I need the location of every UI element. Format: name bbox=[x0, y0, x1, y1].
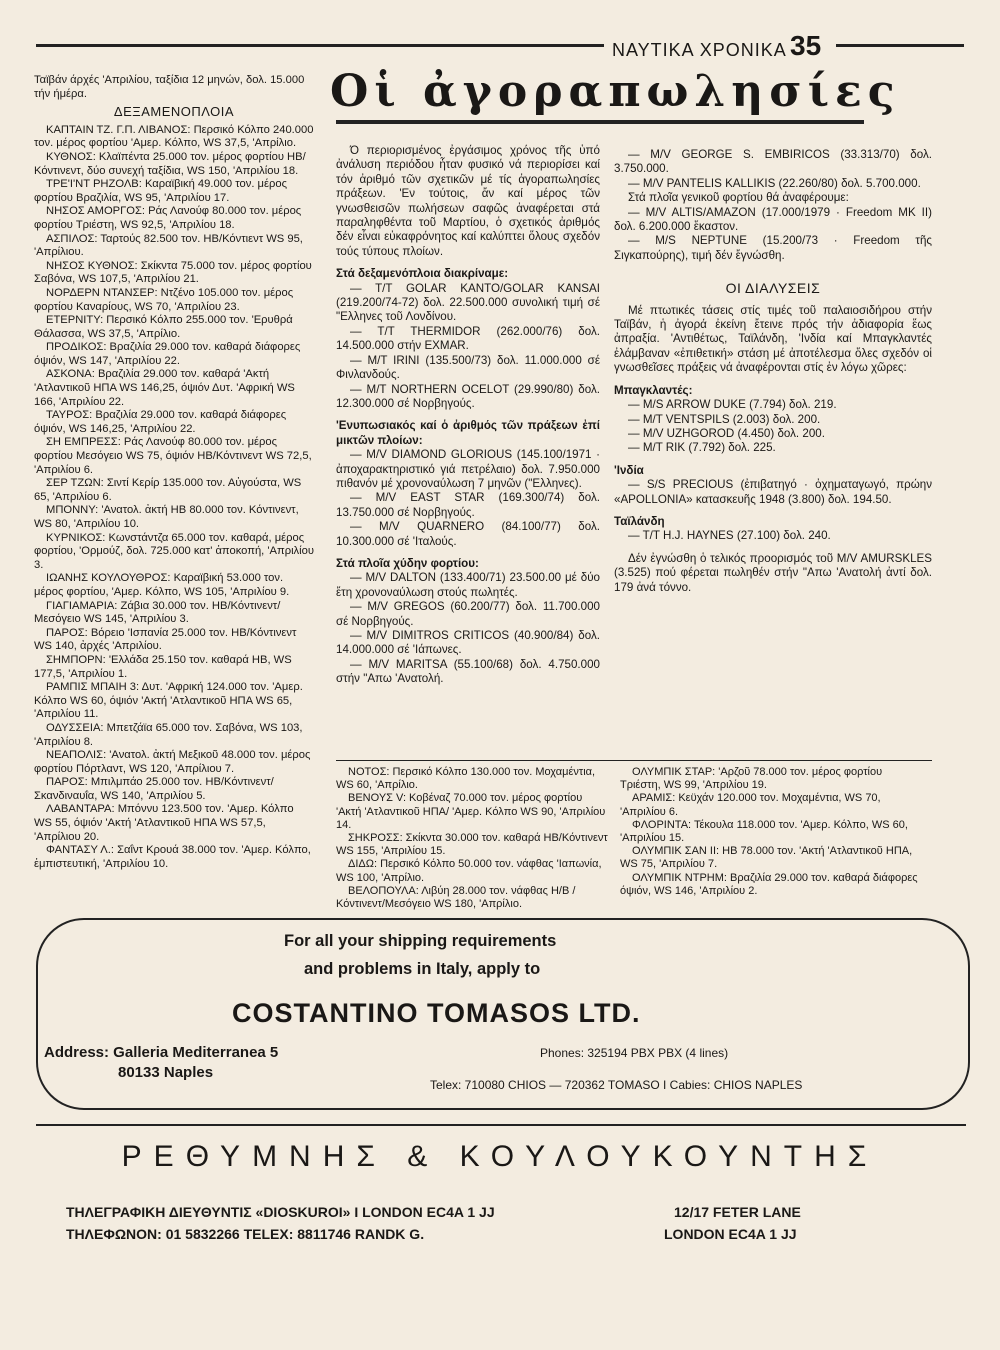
fixture-entry: ΝΗΣΟΣ ΑΜΟΡΓΟΣ: Ράς Λανούφ 80.000 τον. μέρος φορτίου Τριέστη, WS 92,5, 'Απριλίου 18. bbox=[34, 205, 302, 231]
lower-left-fixtures bbox=[336, 766, 608, 911]
fixture-entry: ΔΙΔΩ: Περσικό Κόλπο 50.000 τον. νάφθας 'Ιαπωνία, WS 100, 'Απρίλιο. bbox=[336, 858, 602, 884]
advert-address-1: Address: Galleria Mediterranea 5 bbox=[44, 1044, 279, 1061]
fixture-entry: ΣΗ ΕΜΠΡΕΣΣ: Ράς Λανούφ 80.000 τον. μέρος φορτίου Μεσόγειο WS 75, όψιόν ΗΒ/Κόντινεντ WS 72,5, 'Απριλίου 6. bbox=[34, 436, 312, 476]
bulk-sale-entry: — M/V DALTON (133.400/71) 23.500.00 μέ δύο ἔτη χρονοναύλωση στούς πωλητές. bbox=[336, 571, 600, 599]
thailand-heading: Ταϊλάνδη bbox=[614, 514, 665, 528]
demolition-entry: — M/T VENTSPILS (2.003) δολ. 200. bbox=[628, 412, 821, 426]
fixture-entry: ΣΕΡ ΤΖΩΝ: Σιντί Κερίρ 135.000 τον. Αὐγούστα, WS 65, 'Απριλίου 6. bbox=[34, 477, 302, 503]
fixture-entry: ΤΑΥΡΟΣ: Βραζιλία 29.000 τον. καθαρά διάφορες όψιόν, WS 146,25, 'Απριλίου 22. bbox=[34, 409, 287, 435]
column-intro: Ταϊβάν άρχές 'Απριλίου, ταξίδια 12 μηνών, δολ. 15.000 τήν ήμέρα. bbox=[34, 74, 305, 100]
bulk-sales-list bbox=[336, 571, 600, 686]
tanker-sale-entry: — T/T THERMIDOR (262.000/76) δολ. 14.500.000 στήν EXMAR. bbox=[336, 324, 600, 353]
fixture-entry: ΝΗΣΟΣ ΚΥΘΝΟΣ: Σκίκντα 75.000 τον. μέρος φορτίου Σαβόνα, WS 107,5, 'Απριλίου 21. bbox=[34, 259, 312, 286]
demolition-entry: — M/T RIK (7.792) δολ. 225. bbox=[628, 441, 776, 455]
fixture-entry: ΚΥΘΝΟΣ: Κλαϊπέντα 25.000 τον. μέρος φορτίου ΗΒ/Κόντινεντ, δύο συνεχή ταξίδια, WS 150, 'Απριλίου 18. bbox=[34, 150, 306, 177]
fixture-entry: ΟΛΥΜΠΙΚ ΣΑΝ ΙΙ: ΗΒ 78.000 τον. 'Ακτή 'Ατλαντικοῦ ΗΠΑ, WS 75, 'Απριλίου 7. bbox=[620, 845, 913, 871]
tankers-heading: ΔΕΞΑΜΕΝΟΠΛΟΙΑ bbox=[113, 104, 235, 120]
thailand-list bbox=[614, 529, 932, 543]
tankers-sales-list bbox=[336, 282, 600, 412]
article-title: Οἱ ἀγοραπωλησίες bbox=[330, 66, 901, 117]
section-title: ΝΑΥΤΙΚΑ ΧΡΟΝΙΚΑ bbox=[612, 40, 787, 60]
demolition-entry: — T/T H.J. HAYNES (27.100) δολ. 240. bbox=[628, 529, 831, 543]
fixture-entry: ΚΑΠΤΑΙΝ ΤΖ. Γ.Π. ΛΙΒΑΝΟΣ: Περσικό Κόλπο 240.000 τον. μέρος φορτίου 'Αμερ. Κόλπο, WS 37,5, 'Απρίλιο. bbox=[34, 123, 314, 150]
closing-paragraph: Δέν ἐγνώσθη ὁ τελικός προορισμός τοῦ M/V AMURSKLES (3.525) πού φέρεται πωληθέν στήν "Απω 'Ανατολή ἀντί δολ. 179 ἀνά τόννο. bbox=[614, 551, 932, 594]
general-cargo-subheading: Στά πλοῖα γενικοῦ φορτίου θά ἀναφέρουμε: bbox=[628, 191, 849, 205]
advert-line-1: For all your shipping requirements bbox=[284, 932, 557, 950]
demolition-column bbox=[614, 148, 932, 595]
mixed-subheading: 'Ενυπωσιακός καί ὁ ἀριθμός τῶν πράξεων ἐπί μικτῶν πλοίων: bbox=[336, 419, 600, 447]
demolition-paragraph: Μέ πτωτικές τάσεις στίς τιμές τοῦ παλαιοσιδήρου στήν Ταϊβάν, ἡ ἀγορά ἐκείνη ἔτεινε πρός τήν ἀδιαφορία ἕως ἀπραξία. 'Αντιθέτως, Ταϊλάνδη, 'Ινδία καί Μπαγκλαντές ἐλάμβαναν «ἐπιθετική» στάση μέ ἀποτέλεσμα ὅλες σχεδόν οἱ γνωσθεῖσες πράξεις νά ἀναφέρονται στίς ἐν λόγω χῶρες: bbox=[614, 303, 932, 375]
fixture-entry: ΒΕΛΟΠΟΥΛΑ: Λιβύη 28.000 τον. νάφθας Η/Β /Κόντινεντ/Μεσόγειο WS 180, 'Απρίλιο. bbox=[336, 884, 576, 911]
fixture-entry: ΛΑΒΑΝΤΑΡΑ: Μπόννυ 123.500 τον. 'Αμερ. Κόλπο WS 55, όψιόν 'Ακτή 'Ατλαντικοῦ ΗΠΑ WS 57,5, 'Απρίλιου 20. bbox=[34, 803, 294, 843]
fixture-entry: ΟΔΥΣΣΕΙΑ: Μπετζάϊα 65.000 τον. Σαβόνα, WS 103, 'Απριλίου 8. bbox=[34, 721, 303, 748]
fixture-list bbox=[34, 124, 314, 872]
demolition-entry: — M/V UZHGOROD (4.450) δολ. 200. bbox=[628, 426, 825, 440]
fixture-entry: ΝΟΡΔΕΡΝ ΝΤΑΝΣΕΡ: Ντζένο 105.000 τον. μέρος φορτίου Καναρίους, WS 70, 'Απριλίου 23. bbox=[34, 286, 294, 313]
general-cargo-entry: — M/S NEPTUNE (15.200/73 · Freedom τῆς Σιγκαπούρης), τιμή δέν ἔγνώσθη. bbox=[614, 234, 932, 262]
mixed-sale-entry: — M/V DIAMOND GLORIOUS (145.100/1971 · ἀποχαρακτηριστικό γιά πετρέλαιο) δολ. 7.950.000 πιθανόν μέ χρονοναύλωση 7 μηνῶν ("Ελληνες). bbox=[336, 448, 600, 490]
lower-right-fixtures bbox=[620, 766, 920, 898]
sales-intro-paragraph: Ό περιορισμένος ἐργάσιμος χρόνος τῆς ὑπό ἀνάλυση περιόδου ἦταν φυσικό νά περιορίσει καί τόν ἀριθμό τῶν σχετικῶν μέ τίς ἀγοραπωλησίες πράξεων. 'Εν τούτοις, ἄν καί μέρος τῶν γνωσθεισῶν πωλήσεων σαφῶς ἀναφέρεται στά παραληφθέντα τοῦ Μαρτίου, ὁ σχετικός ἀριθμός δέν εἶναι εὐκαφρόνητος καί καλύπτει ὅλους σχεδόν τούς τύπους πλοίων. bbox=[336, 144, 600, 258]
fixture-entry: ΠΑΡΟΣ: Μπιλμπάο 25.000 τον. ΗΒ/Κόντινεντ/Σκανδιναυΐα, WS 140, 'Απριλίου 5. bbox=[34, 776, 274, 802]
fixture-entry: ΙΩΑΝΗΣ ΚΟΥΛΟΥΘΡΟΣ: Καραϊβική 53.000 τον. μέρος φορτίου, 'Αμερ. Κόλπο, WS 105, 'Απριλίου 9. bbox=[34, 572, 290, 598]
footer-company-name: ΡΕΘΥΜΝΗΣ & ΚΟΥΛΟΥΚΟΥΝΤΗΣ bbox=[121, 1140, 879, 1173]
mixed-sale-entry: — M/V EAST STAR (169.300/74) δολ. 13.750.000 σέ Νορβηγούς. bbox=[336, 491, 600, 519]
fixture-entry: ΑΡΑΜΙΣ: Κεϋχάν 120.000 τον. Μοχαμέντια, WS 70, 'Απριλίου 6. bbox=[620, 792, 881, 818]
fixture-entry: ΡΑΜΠΙΣ ΜΠΑΙΗ 3: Δυτ. 'Αφρική 124.000 τον. 'Αμερ. Κόλπο WS 60, όψιόν 'Ακτή 'Ατλαντικοῦ ΗΠΑ WS 65, 'Απριλίου 11. bbox=[34, 681, 303, 721]
fixture-entry: ΒΕΝΟΥΣ V: Κοβέναζ 70.000 τον. μέρος φορτίου 'Ακτή 'Ατλαντικοῦ ΗΠΑ/ 'Αμερ. Κόλπο WS 90, 'Απριλίου 14. bbox=[336, 792, 606, 831]
fixture-entry: ΑΣΚΟΝΑ: Βραζιλία 29.000 τον. καθαρά 'Ακτή 'Ατλαντικοῦ ΗΠΑ WS 146,25, όψιόν Δυτ. 'Αφρική WS 166, 'Απριλίου 22. bbox=[34, 368, 295, 408]
advert-phones: Phones: 325194 PBX PBX (4 lines) bbox=[540, 1046, 729, 1060]
footer-city-address: LONDON EC4A 1 JJ bbox=[664, 1226, 797, 1242]
bulk-sale-entry: — M/V DIMITROS CRITICOS (40.900/84) δολ. 14.000.000 σέ 'Ιάπωνες. bbox=[336, 629, 600, 657]
fixture-entry: ΚΥΡΝΙΚΟΣ: Κωνστάντζα 65.000 τον. καθαρά, μέρος φορτίου, 'Ορμούζ, δολ. 725.000 κατ' ἀποκοπή, 'Απριλίου 3. bbox=[34, 531, 314, 571]
fixture-entry: ΑΣΠΙΛΟΣ: Ταρτούς 82.500 τον. ΗΒ/Κόντιεντ WS 95, 'Απρίλιου. bbox=[34, 232, 303, 259]
india-list bbox=[614, 478, 932, 507]
demolition-heading: ΟΙ ΔΙΑΛΥΣΕΙΣ bbox=[725, 280, 821, 297]
fixture-entry: ΤΡΕ'Ι'ΝΤ ΡΗΖΟΛΒ: Καραϊβική 49.000 τον. μέρος φορτίου Βραζιλία, WS 95, 'Απριλίου 17. bbox=[34, 178, 287, 204]
demolition-entry: — S/S PRECIOUS (ἐπιβατηγό · ὀχηματαγωγό, πρώην «APOLLONIA» κατασκευῆς 1948 (3.800) δολ. 194.50. bbox=[614, 478, 932, 506]
bulk-sale-entry: — M/V GEORGE S. EMBIRICOS (33.313/70) δολ. 3.750.000. bbox=[614, 148, 932, 176]
tanker-sale-entry: — M/T IRINI (135.500/73) δολ. 11.000.000 σέ Φινλανδούς. bbox=[336, 353, 600, 382]
footer-phone-telex: ΤΗΛΕΦΩΝΟΝ: 01 5832266 TELEX: 8811746 RANDK G. bbox=[66, 1226, 425, 1242]
tanker-sale-entry: — T/T GOLAR KANTO/GOLAR KANSAI (219.200/74-72) δολ. 22.500.000 συνολική τιμή σέ "Ελληνες τοῦ Λονδίνου. bbox=[336, 281, 600, 324]
advert-address-2: 80133 Naples bbox=[118, 1064, 214, 1081]
footer-telegraphic-address: ΤΗΛΕΓΡΑΦΙΚΗ ΔΙΕΥΘΥΝΤΙΣ «DIOSKUROI» I LONDON EC4A 1 JJ bbox=[66, 1204, 495, 1220]
lower-divider bbox=[336, 760, 932, 761]
tanker-fixtures-column bbox=[34, 74, 314, 871]
header-rule-right bbox=[836, 44, 964, 47]
fixture-entry: ΦΑΝΤΑΣΥ Λ.: Σαΐντ Κρουά 38.000 τον. 'Αμερ. Κόλπο, ἐμπιστευτική, 'Απριλίου 10. bbox=[34, 844, 311, 870]
advert-line-2: and problems in Italy, apply to bbox=[304, 960, 541, 978]
general-cargo-list bbox=[614, 206, 932, 264]
fixture-entry: ΟΛΥΜΠΙΚ ΝΤΡΗΜ: Βραζιλία 29.000 τον. καθαρά διάφορες όψιόν, WS 146, 'Απριλίου 2. bbox=[620, 871, 918, 897]
bulk-sales-list-continued bbox=[614, 148, 932, 191]
mixed-sale-entry: — M/V QUARNERO (84.100/77) δολ. 10.300.000 σέ 'Ιταλούς. bbox=[336, 520, 600, 548]
tanker-sale-entry: — M/T NORTHERN OCELOT (29.990/80) δολ. 12.300.000 σέ Νορβηγούς. bbox=[336, 382, 600, 410]
footer-street-address: 12/17 FETER LANE bbox=[674, 1204, 801, 1220]
page-number: 35 bbox=[790, 30, 822, 61]
fixture-entry: ΝΕΑΠΟΛΙΣ: 'Ανατολ. ἀκτή Μεξικοῦ 48.000 τον. μέρος φορτίου Πόρτλαντ, WS 120, 'Απρίλιου 7. bbox=[34, 749, 311, 775]
advert-company: COSTANTINO TOMASOS LTD. bbox=[232, 998, 641, 1028]
general-cargo-entry: — M/V ALTIS/AMAZON (17.000/1979 · Freedom MK II) δολ. 6.200.000 ἕκαστον. bbox=[614, 205, 932, 234]
india-heading: 'Ινδία bbox=[614, 463, 644, 477]
lower-right-list bbox=[620, 766, 920, 898]
bulk-subheading: Στά πλοῖα χύδην φορτίου: bbox=[336, 556, 479, 570]
fixture-entry: ΣΗΚΡΟΣΣ: Σκίκντα 30.000 τον. καθαρά ΗΒ/Κόντινεντ WS 155, 'Απριλίου 15. bbox=[336, 832, 608, 858]
bangladesh-list bbox=[614, 398, 932, 456]
fixture-entry: ΕΤΕΡΝΙΤΥ: Περσικό Κόλπο 255.000 τον. 'Ερυθρά Θάλασσα, WS 37,5, 'Απρίλιο. bbox=[34, 314, 293, 340]
title-underline bbox=[336, 120, 864, 124]
bulk-sale-entry: — M/V MARITSA (55.100/68) δολ. 4.750.000 στήν "Απω 'Ανατολή. bbox=[336, 657, 600, 686]
fixture-entry: ΣΗΜΠΟΡΝ: 'Ελλάδα 25.150 τον. καθαρά ΗΒ, WS 177,5, 'Απριλίου 1. bbox=[34, 653, 292, 680]
fixture-entry: ΓΙΑΓΙΑΜΑΡΙΑ: Ζάβια 30.000 τον. ΗΒ/Κόντινεντ/Μεσόγειο WS 145, 'Απριλίου 3. bbox=[34, 599, 281, 626]
demolition-entry: — M/S ARROW DUKE (7.794) δολ. 219. bbox=[628, 398, 837, 412]
bulk-sale-entry: — M/V PANTELIS KALLIKIS (22.260/80) δολ. 5.700.000. bbox=[628, 176, 921, 190]
fixture-entry: ΠΑΡΟΣ: Βόρειο 'Ισπανία 25.000 τον. ΗΒ/Κόντινεντ WS 140, ἀρχές 'Απριλίου. bbox=[34, 626, 297, 653]
fixture-entry: ΦΛΟΡΙΝΤΑ: Τέκουλα 118.000 τον. 'Αμερ. Κόλπο, WS 60, 'Απριλίου 15. bbox=[620, 818, 908, 845]
sales-column bbox=[336, 144, 600, 687]
fixture-entry: ΟΛΥΜΠΙΚ ΣΤΑΡ: 'Αρζοῦ 78.000 τον. μέρος φορτίου Τριέστη, WS 99, 'Απριλίου 19. bbox=[620, 766, 883, 792]
footer-rule bbox=[36, 1124, 966, 1126]
tankers-subheading: Στά δεξαμενόπλοια διακρίναμε: bbox=[336, 267, 509, 281]
advertisement-box bbox=[36, 918, 970, 1110]
mixed-sales-list bbox=[336, 448, 600, 549]
bangladesh-heading: Μπαγκλαντές: bbox=[614, 383, 693, 397]
fixture-entry: ΝΟΤΟΣ: Περσικό Κόλπο 130.000 τον. Μοχαμέντια, WS 60, 'Απρίλιο. bbox=[336, 766, 596, 792]
lower-left-list bbox=[336, 766, 608, 911]
bulk-sale-entry: — M/V GREGOS (60.200/77) δολ. 11.700.000 σέ Νορβηγούς. bbox=[336, 600, 600, 628]
advert-telex: Telex: 710080 CHIOS — 720362 TOMASO I Cabies: CHIOS NAPLES bbox=[430, 1078, 803, 1092]
fixture-entry: ΠΡΟΔΙΚΟΣ: Βραζιλία 29.000 τον. καθαρά διάφορες όψιόν, WS 147, 'Απριλίου 22. bbox=[34, 341, 301, 367]
fixture-entry: ΜΠΟΝΝΥ: 'Ανατολ. ἀκτή ΗΒ 80.000 τον. Κόντινεντ, WS 80, 'Απριλίου 10. bbox=[34, 504, 299, 530]
header-rule-left bbox=[36, 44, 604, 47]
